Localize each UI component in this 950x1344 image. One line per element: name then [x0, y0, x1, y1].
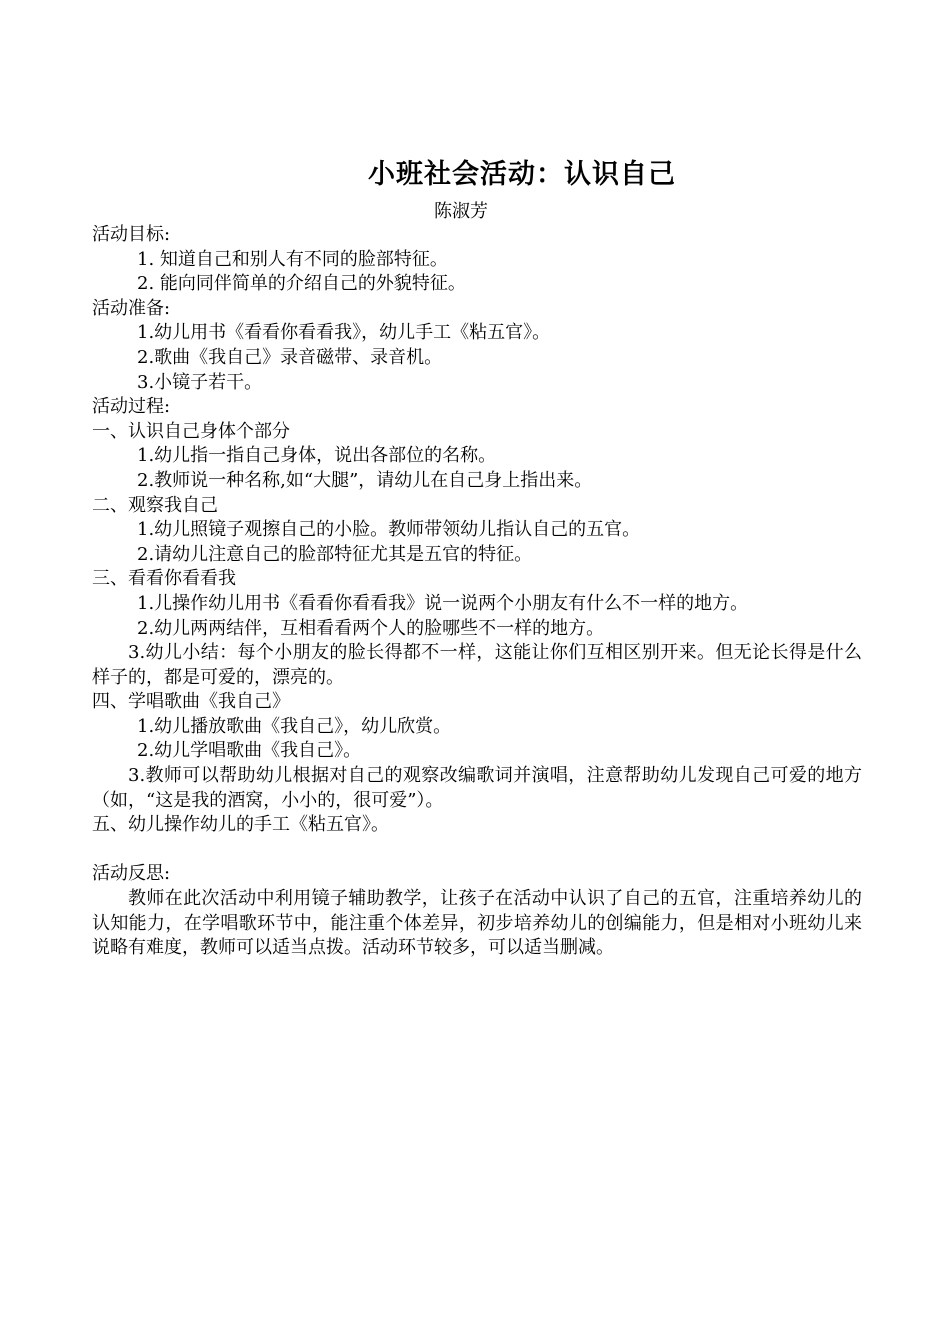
step-item: 2.幼儿两两结伴，互相看看两个人的脸哪些不一样的地方。	[137, 617, 605, 639]
document-body	[92, 223, 862, 961]
step-item: 1.幼儿播放歌曲《我自己》，幼儿欣赏。	[137, 715, 452, 737]
step-item: 1.儿操作幼儿用书《看看你看看我》说一说两个小朋友有什么不一样的地方。	[137, 592, 749, 614]
step-item: 3.教师可以帮助幼儿根据对自己的观察改编歌词并演唱，注意帮助幼儿发现自己可爱的地方（如，“这是我的酒窝，小小的，很可爱”）。	[92, 765, 862, 811]
goal-item: 1. 知道自己和别人有不同的脸部特征。	[137, 248, 448, 270]
step-item: 1.幼儿指一指自己身体，说出各部位的名称。	[137, 445, 497, 467]
step-heading: 一、认识自己身体个部分	[92, 420, 290, 442]
prep-item: 1.幼儿用书《看看你看看我》，幼儿手工《粘五官》。	[137, 322, 551, 344]
step-item: 1.幼儿照镜子观擦自己的小脸。教师带领幼儿指认自己的五官。	[137, 519, 641, 541]
spacer	[92, 838, 862, 863]
prep-heading: 活动准备:	[92, 297, 171, 319]
document-author: 陈淑芳	[434, 201, 488, 222]
step-item: 2.请幼儿注意自己的脸部特征尤其是五官的特征。	[137, 543, 533, 565]
prep-item: 2.歌曲《我自己》录音磁带、录音机。	[137, 346, 443, 368]
step-item: 2.幼儿学唱歌曲《我自己》。	[137, 740, 362, 762]
step-heading: 三、看看你看看我	[92, 568, 236, 590]
step-heading: 四、学唱歌曲《我自己》	[92, 691, 290, 713]
reflection-body: 教师在此次活动中利用镜子辅助教学，让孩子在活动中认识了自己的五官，注重培养幼儿的认知能力，在学唱歌环节中，能注重个体差异，初步培养幼儿的创编能力，但是相对小班幼儿来说略有难度，教师可以适当点拨。活动环节较多，可以适当删减。	[92, 888, 862, 959]
document-title: 小班社会活动：认识自己	[368, 159, 676, 190]
process-heading: 活动过程:	[92, 396, 171, 418]
step-heading: 五、幼儿操作幼儿的手工《粘五官》。	[92, 814, 389, 836]
goal-item: 2. 能向同伴简单的介绍自己的外貌特征。	[137, 273, 466, 295]
goals-heading: 活动目标:	[92, 224, 171, 245]
step-item: 2.教师说一种名称,如“大腿”，请幼儿在自己身上指出来。	[137, 469, 593, 491]
step-heading: 二、观察我自己	[92, 494, 218, 516]
step-item: 3.幼儿小结：每个小朋友的脸长得都不一样，这能让你们互相区别开来。但无论长得是什么样子的，都是可爱的，漂亮的。	[92, 642, 862, 688]
reflection-heading: 活动反思:	[92, 863, 171, 885]
prep-item: 3.小镜子若干。	[137, 371, 263, 393]
